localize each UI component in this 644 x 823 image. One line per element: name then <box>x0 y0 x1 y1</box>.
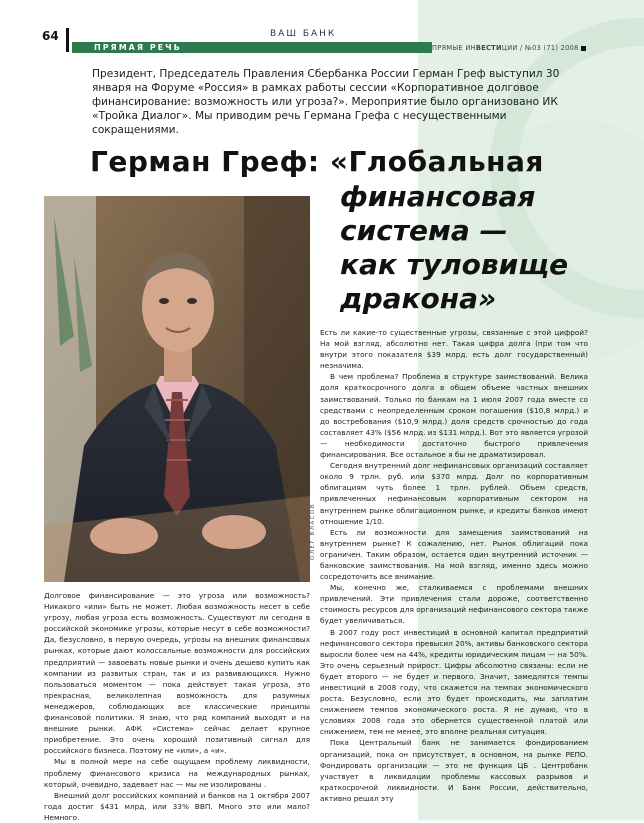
headline-part: Герман Греф: «Глобальная <box>90 145 544 178</box>
page-number-divider <box>66 28 69 52</box>
left-text-column <box>44 590 310 823</box>
article-intro: Президент, Председатель Правления Сбербанка России Герман Греф выступил 30 января на Форуме «Россия» в рамках работы сессии «Корпоративное долговое финансирование: возможность или угроза?». Мероприятие было организовано ИК «Тройка Диалог». Мы приводим речь Германа Грефа с несущественными сокращениями. <box>92 68 560 136</box>
paragraph: В 2007 году рост инвестиций в основной капитал предприятий нефинансового сектора превысил 20%, активы банковского сектора выросли более чем на 44%, кредиты юридическим лицам — на 50%. Это очень серьезный прирост. Цифры абсолютно связаны: если не будет второго — не будет и первого. Значит, замедлятся темпы инвестиций в 2008 году, что скажется на темпах экономического роста. Безусловно, если это будет происходить, мы заплатим снижением темпов экономического роста. Я не думаю, что в условиях 2008 года это обернется существенной платой или снижением, тем не менее, это вполне реальная ситуация. <box>320 627 588 737</box>
magazine-name: ВАШ БАНК <box>270 29 337 39</box>
paragraph: Сегодня внутренний долг нефинансовых организаций составляет около 9 трлн. руб. или $370 млрд. Долг по корпоративным облигациям чуть более 1 трлн. рублей. Объем средств, привлеченных нефинансовым корпоративным сектором на внутреннем рынке облигационном рынке, и кредиты банков имеют отношение 1/10. <box>320 461 588 526</box>
page-number: 64 <box>42 29 59 43</box>
headline-line-5: дракона» <box>340 282 497 315</box>
paragraph: Пока Центральный банк не занимается фондированием организаций, пока он присутствует, в основном, на рынке РЕПО. Фондировать организации — это не функция ЦБ . Центробанк участвует в ликвидации проблемы кассовых разрывов и краткосрочной ликвидности. И Банк России, действительно, активно решал эту <box>320 738 588 803</box>
paragraph: В чем проблема? Проблема в структуре заимствований. Велика доля краткосрочного долга в общем объеме частных внешних заимствований. Только по банкам на 1 июля 2007 года вместе со средствами с неопределенным сроком погашения ($10,8 млрд.) и до востребования ($10,9 млрд.) доля средств срочностью до года составляет 43% ($56 млрд. из $131 млрд.). Вот это является угрозой — необходимости достаточно быстрого привлечения финансирования. Все остальное я бы не драматизировал. <box>320 372 588 460</box>
headline-line-1 <box>90 145 544 179</box>
headline-line-3: система — <box>340 214 508 247</box>
paragraph: Мы, конечно же, сталкиваемся с проблемами внешних привлечений. Эти привлечения стали дороже, соответственно стоимость ресурсов для организаций нефинансового сектора также будет увеличиваться. <box>320 583 588 626</box>
issue-bold: ВЕСТИ <box>475 44 502 52</box>
right-text-column <box>320 327 588 804</box>
issue-line <box>432 44 586 52</box>
section-label: ПРЯМАЯ РЕЧЬ <box>94 43 182 52</box>
issue-suffix: ЦИИ / №03 (71) 2008 <box>501 44 579 52</box>
paragraph: Долговое финансирование — это угроза или возможность? Никакого «или» быть не может. Любая возможность несет в себе угрозу, любая угроза есть возможность. Существуют ли сегодня в российской экономике угрозы, которые несут в себе возможности? Да, безусловно, в первую очередь, угрозы на внешних финансовых рынках, которые дают колоссальные возможности для российских предприятий — завоевать новые рынки и очень дешево купить как компании из развитых стран, так и из развивающихся. Нужно пользоваться моментом — пока действует такая угроза, это прекрасная, великолепная возможность для разумных менеджеров, соблюдающих все классические принципы финансовой политики. Я знаю, что ряд компаний выходят и на внешние рынки. АФК «Система» сейчас делает крупное приобретение. Это очень хороший позитивный сигнал для российского бизнеса. Поэтому не «или», а «и». <box>44 591 310 756</box>
headline-line-2: финансовая <box>340 180 536 213</box>
paragraph: Мы в полной мере на себе ощущаем проблему ликвидности, проблему финансового кризиса на международных рынках, который, очевидно, задевает нас — мы не изолированы . <box>44 757 310 789</box>
headline-continuation <box>340 180 568 316</box>
photo-credit: ОЛЕГ ВЛАСОВ <box>310 502 316 560</box>
paragraph: Есть ли какие-то существенные угрозы, связанные с этой цифрой? На мой взгляд, абсолютно нет. Такая цифра долга (при том что внутри этого показателя $39 млрд. есть долг государственный) незначима. <box>320 328 588 371</box>
portrait-illustration <box>44 196 310 582</box>
paragraph: Внешний долг российских компаний и банков на 1 октября 2007 года достиг $431 млрд, или 33% ВВП. Много это или мало? Немного. <box>44 790 310 822</box>
issue-prefix: ПРЯМЫЕ ИН <box>432 44 476 52</box>
portrait-photo <box>44 196 310 582</box>
issue-square-icon <box>581 46 586 51</box>
headline-line-4: как туловище <box>340 248 569 281</box>
paragraph: Есть ли возможности для замещения заимствований на внутреннем рынке? К сожалению, нет. Рынок облигаций пока ограничен. Таким образом, остается один внутренний источник — банковские заимствования. На мой взгляд, именно здесь можно сосредоточить все внимание. <box>320 527 588 582</box>
